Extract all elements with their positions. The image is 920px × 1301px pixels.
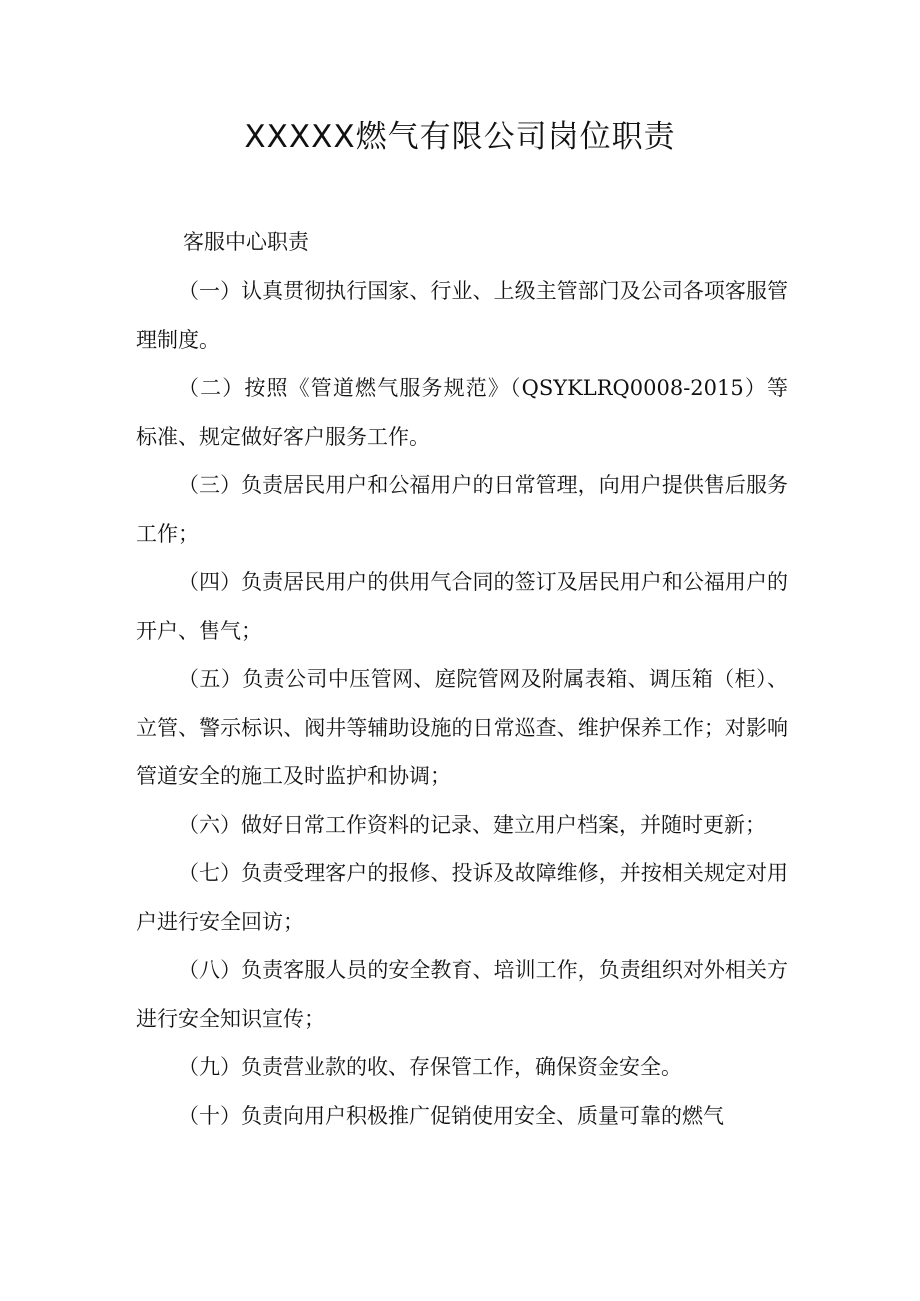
duty-item-2: （二）按照《管道燃气服务规范》（QSYKLRQ0008-2015）等标准、规定做好客户服务工作。 bbox=[136, 376, 788, 449]
duty-item-6: （六）做好日常工作资料的记录、建立用户档案，并随时更新； bbox=[178, 812, 766, 837]
section-heading: 客服中心职责 bbox=[183, 230, 309, 254]
duty-item-3: （三）负责居民用户和公福用户的日常管理，向用户提供售后服务工作； bbox=[136, 473, 788, 546]
document-title: XXXXX燃气有限公司岗位职责 bbox=[244, 119, 676, 155]
document-body bbox=[136, 267, 788, 1140]
duty-item-7: （七）负责受理客户的报修、投诉及故障维修，并按相关规定对用户进行安全回访； bbox=[136, 861, 788, 934]
duty-item-9: （九）负责营业款的收、存保管工作，确保资金安全。 bbox=[178, 1055, 682, 1079]
duty-item-5: （五）负责公司中压管网、庭院管网及附属表箱、调压箱（柜）、立管、警示标识、阀井等辅助设施的日常巡查、维护保养工作；对影响管道安全的施工及时监护和协调； bbox=[136, 667, 788, 788]
duty-item-8: （八）负责客服人员的安全教育、培训工作，负责组织对外相关方进行安全知识宣传； bbox=[136, 958, 788, 1031]
duty-item-10: （十）负责向用户积极推广促销使用安全、质量可靠的燃气 bbox=[178, 1103, 724, 1128]
duty-item-1: （一）认真贯彻执行国家、行业、上级主管部门及公司各项客服管理制度。 bbox=[136, 279, 788, 352]
duty-item-4: （四）负责居民用户的供用气合同的签订及居民用户和公福用户的开户、售气； bbox=[136, 570, 788, 643]
